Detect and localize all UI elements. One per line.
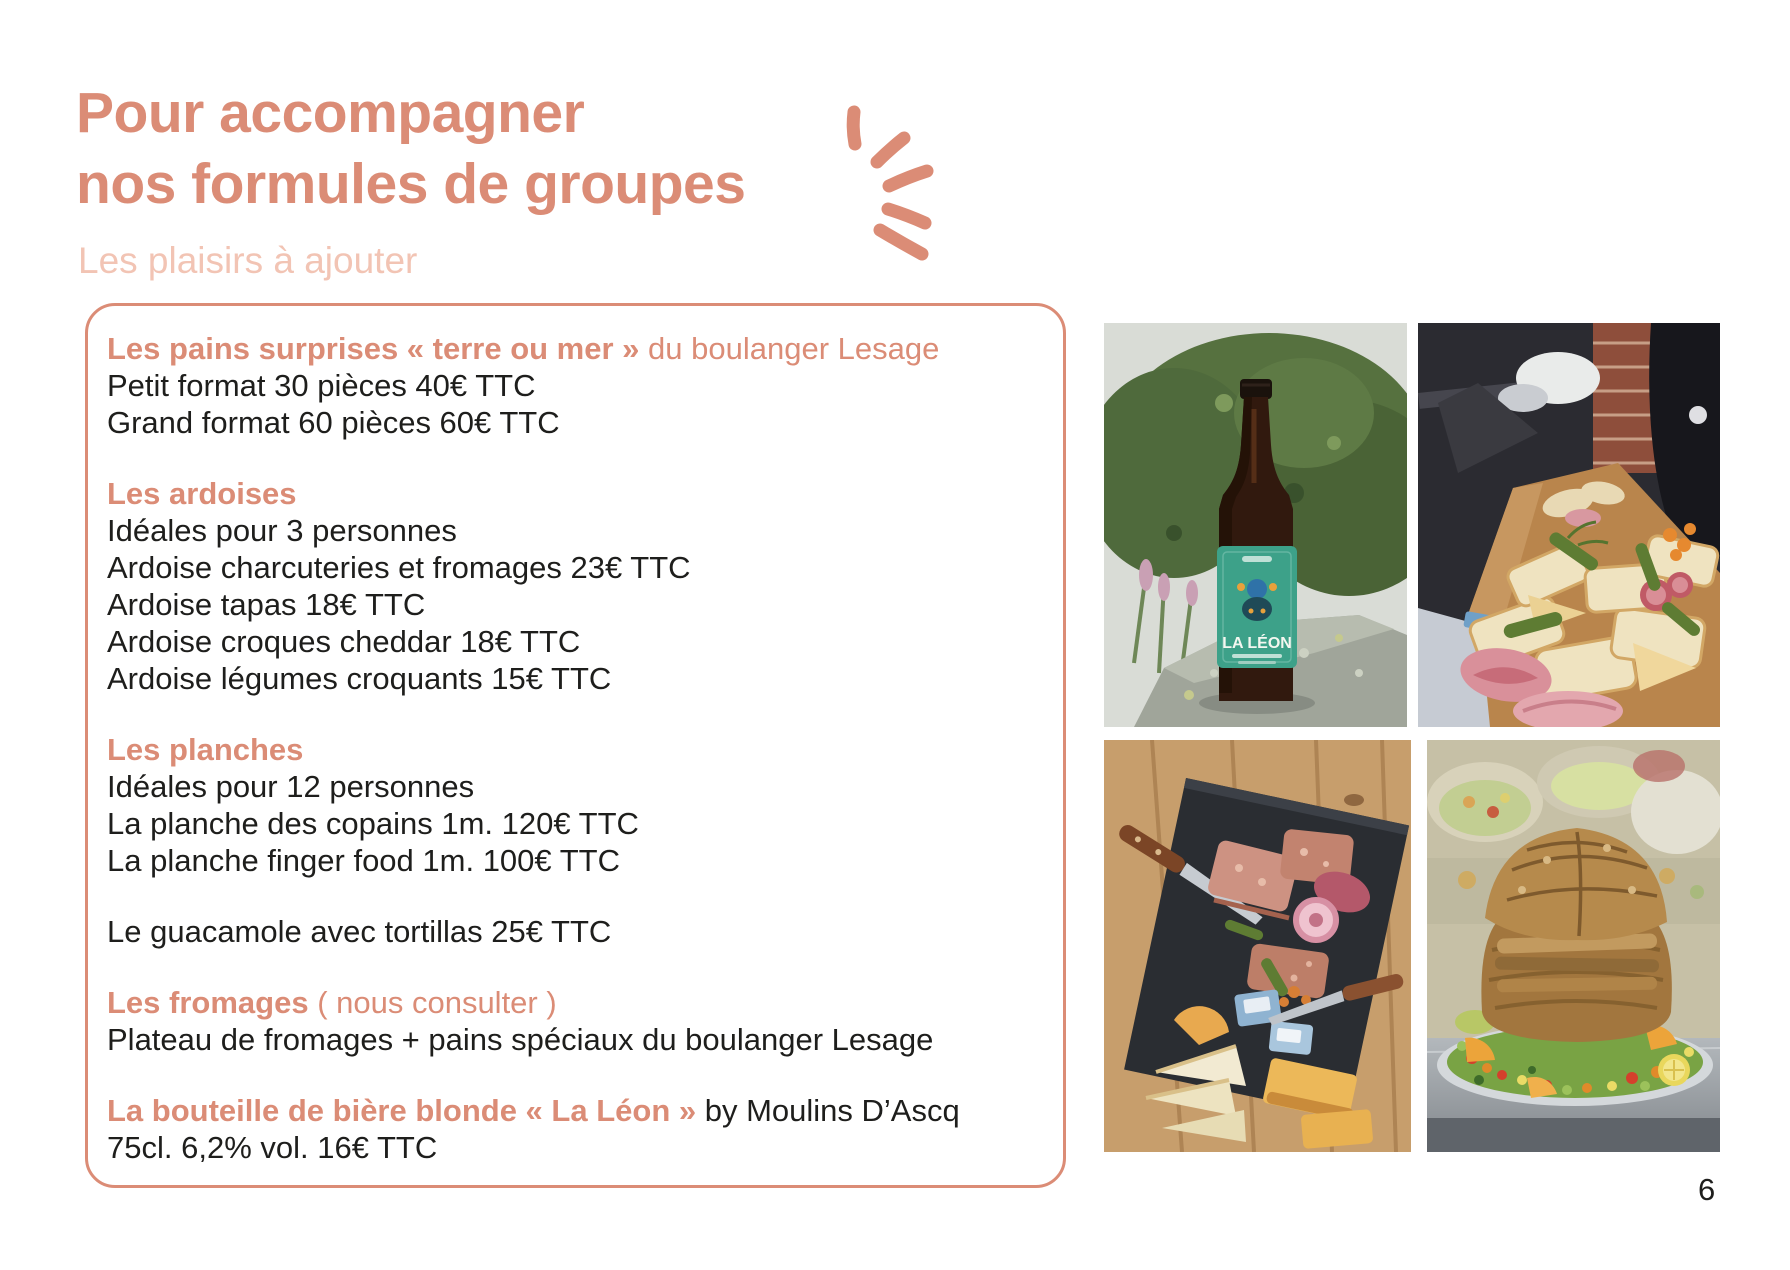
page-title-line-2: nos formules de groupes [76, 152, 746, 216]
menu-text-heading: Les fromages [107, 985, 309, 1020]
menu-text-body: La planche finger food 1m. 100€ TTC [107, 843, 620, 878]
charcuterie-table-photo [1418, 323, 1720, 727]
page-subtitle: Les plaisirs à ajouter [78, 240, 418, 281]
menu-text-accent: du boulanger Lesage [648, 331, 940, 366]
menu-section [107, 475, 1035, 697]
menu-section [107, 984, 1035, 1058]
menu-text-body: Ardoise légumes croquants 15€ TTC [107, 661, 612, 696]
page-title [76, 78, 745, 220]
menu-line [107, 984, 1035, 1021]
menu-line [107, 586, 1035, 623]
menu-line [107, 404, 1035, 441]
menu-section [107, 731, 1035, 879]
menu-line [107, 660, 1035, 697]
menu-line [107, 623, 1035, 660]
menu-line [107, 1021, 1035, 1058]
menu-line [107, 805, 1035, 842]
menu-text-body: Plateau de fromages + pains spéciaux du boulanger Lesage [107, 1022, 934, 1057]
menu-line [107, 549, 1035, 586]
menu-text-body: Ardoise tapas 18€ TTC [107, 587, 426, 622]
page-title-line-1: Pour accompagner [76, 81, 585, 145]
menu-text-body: Idéales pour 3 personnes [107, 513, 457, 548]
menu-text-heading: Les pains surprises « terre ou mer » [107, 331, 649, 366]
menu-line [107, 330, 1035, 367]
menu-line [107, 768, 1035, 805]
menu-line [107, 913, 1035, 950]
burst-doodle-icon [828, 98, 943, 263]
menu-text-heading: Les ardoises [107, 476, 297, 511]
menu-text-body: 75cl. 6,2% vol. 16€ TTC [107, 1130, 438, 1165]
beer-bottle-outdoor-photo [1104, 323, 1407, 727]
menu-text-body: Petit format 30 pièces 40€ TTC [107, 368, 536, 403]
menu-text-heading: Les planches [107, 732, 304, 767]
menu-content [107, 330, 1035, 1166]
menu-text-heading: La bouteille de bière blonde « La Léon » [107, 1093, 697, 1128]
beer-label-text: LA LÉON [1222, 635, 1292, 652]
menu-text-body: by Moulins D’Ascq [696, 1093, 960, 1128]
menu-line [107, 475, 1035, 512]
menu-box [85, 303, 1066, 1188]
menu-line [107, 1129, 1035, 1166]
menu-text-accent: ( nous consulter ) [308, 985, 557, 1020]
menu-text-body: Ardoise croques cheddar 18€ TTC [107, 624, 581, 659]
slate-charcuterie-board-photo [1104, 740, 1411, 1152]
menu-text-body: La planche des copains 1m. 120€ TTC [107, 806, 639, 841]
menu-line [107, 842, 1035, 879]
menu-line [107, 731, 1035, 768]
menu-section [107, 1092, 1035, 1166]
menu-line [107, 1092, 1035, 1129]
menu-line [107, 512, 1035, 549]
menu-section [107, 330, 1035, 441]
menu-line [107, 367, 1035, 404]
page-number: 6 [1698, 1172, 1716, 1207]
pain-surprise-platter-photo [1427, 740, 1720, 1152]
menu-text-body: Le guacamole avec tortillas 25€ TTC [107, 914, 612, 949]
menu-text-body: Grand format 60 pièces 60€ TTC [107, 405, 560, 440]
menu-text-body: Idéales pour 12 personnes [107, 769, 475, 804]
menu-section [107, 913, 1035, 950]
menu-text-body: Ardoise charcuteries et fromages 23€ TTC [107, 550, 691, 585]
